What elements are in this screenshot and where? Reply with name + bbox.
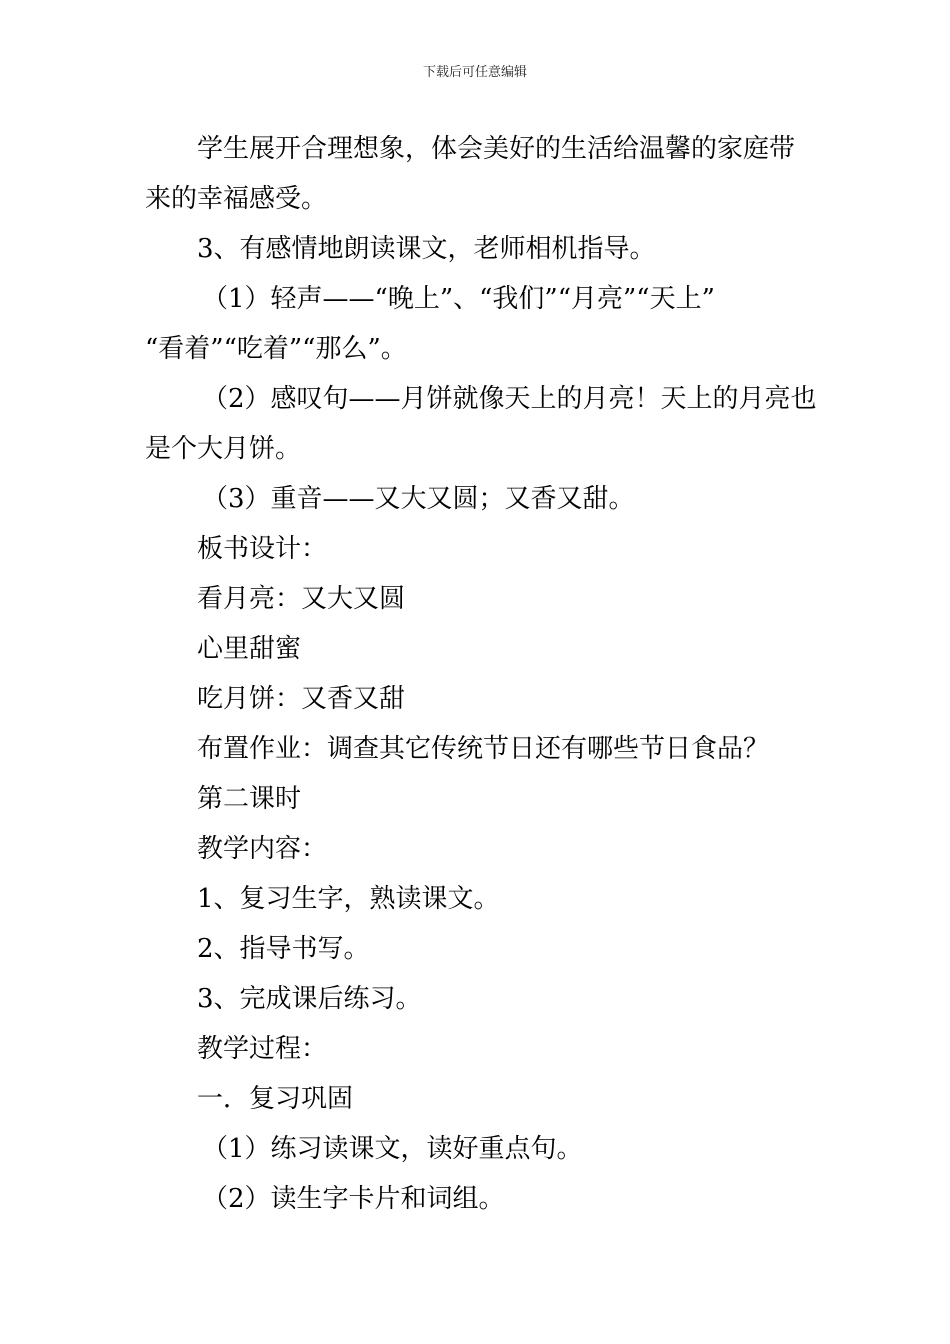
list-item: （2）读生字卡片和词组。 xyxy=(202,1184,505,1214)
paragraph-line: 吃月饼：又香又甜 xyxy=(197,684,406,714)
section-heading: 教学内容： xyxy=(197,834,328,864)
paragraph-line: 心里甜蜜 xyxy=(197,634,302,664)
section-heading: 一．复习巩固 xyxy=(197,1084,354,1114)
paragraph-line: （3）重音——又大又圆；又香又甜。 xyxy=(202,484,635,514)
paragraph-line: （1）轻声——“晚上”、“我们”“月亮”“天上” xyxy=(202,284,715,314)
paragraph-line: 学生展开合理想象，体会美好的生活给温馨的家庭带 xyxy=(197,134,796,164)
list-item: （1）练习读课文，读好重点句。 xyxy=(202,1134,583,1164)
paragraph-line: （2）感叹句——月饼就像天上的月亮！天上的月亮也 xyxy=(202,384,817,414)
section-heading: 教学过程： xyxy=(197,1034,328,1064)
paragraph-line: 3、有感情地朗读课文，老师相机指导。 xyxy=(197,234,656,264)
section-heading: 第二课时 xyxy=(197,784,302,814)
paragraph-line: 布置作业：调查其它传统节日还有哪些节日食品？ xyxy=(197,734,770,764)
paragraph-line: 是个大月饼。 xyxy=(145,434,302,464)
list-item: 2、指导书写。 xyxy=(197,934,370,964)
paragraph-line: 来的幸福感受。 xyxy=(145,184,328,214)
section-heading: 板书设计： xyxy=(197,534,328,564)
list-item: 3、完成课后练习。 xyxy=(197,984,422,1014)
list-item: 1、复习生字，熟读课文。 xyxy=(197,884,500,914)
document-body xyxy=(145,124,817,1224)
paragraph-line: 看月亮：又大又圆 xyxy=(197,584,406,614)
page-header: 下载后可任意编辑 xyxy=(422,65,527,80)
paragraph-line: “看着”“吃着”“那么”。 xyxy=(145,334,407,364)
